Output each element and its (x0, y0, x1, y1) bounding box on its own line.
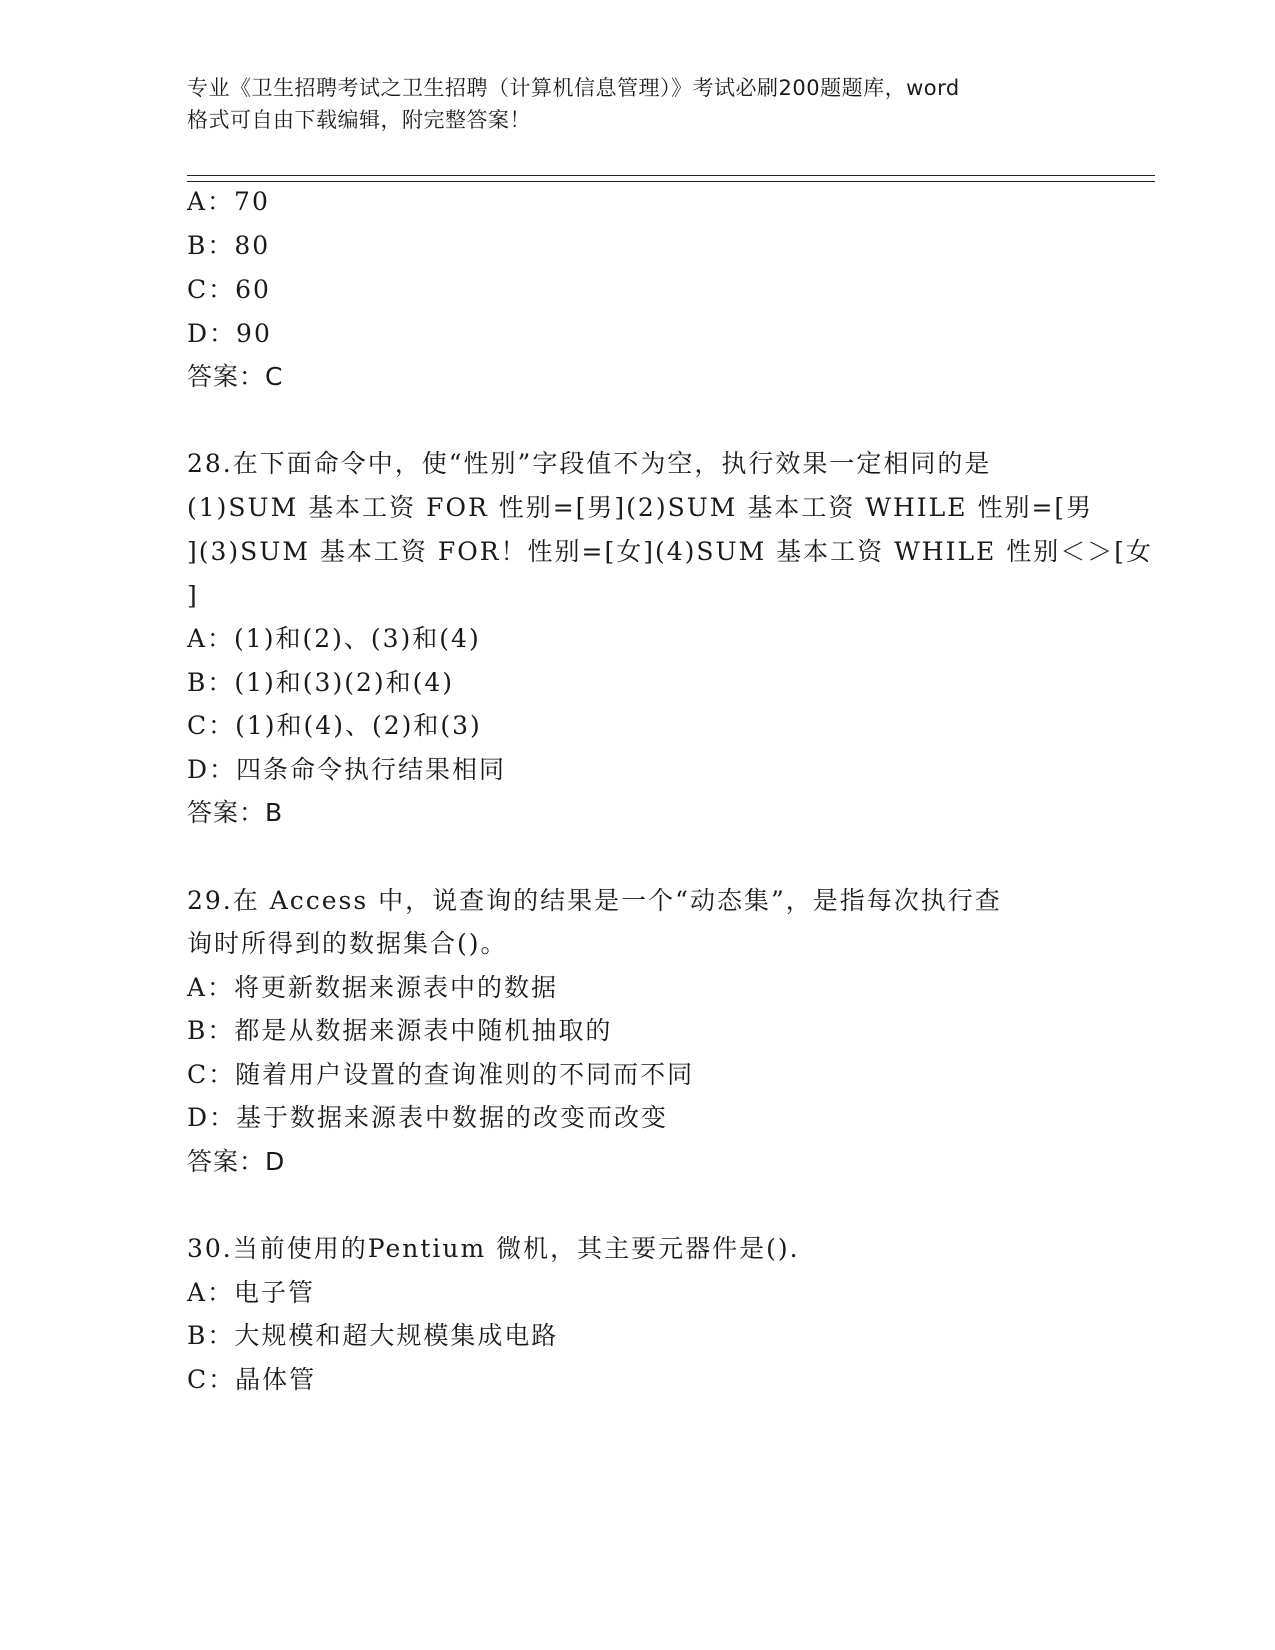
q28-stem-line-1: 28.在下面命令中，使“性别”字段值不为空，执行效果一定相同的是 (187, 449, 992, 478)
q30-option-c: C：晶体管 (187, 1365, 317, 1394)
q29-answer: 答案：D (187, 1147, 286, 1176)
q28-option-c: C：(1)和(4)、(2)和(3) (187, 711, 482, 740)
document-header (187, 72, 1087, 136)
q28-option-a: A：(1)和(2)、(3)和(4) (187, 624, 481, 653)
q29-stem-line-1: 29.在 Access 中，说查询的结果是一个“动态集”，是指每次执行查 (187, 886, 1002, 915)
q27-answer: 答案：C (187, 362, 284, 391)
q30-option-b: B：大规模和超大规模集成电路 (187, 1321, 559, 1350)
q28-stem-line-3: ](3)SUM 基本工资 FOR！性别=[女](4)SUM 基本工资 WHILE 性别＜＞[女 (187, 537, 1153, 566)
q28-option-d: D：四条命令执行结果相同 (187, 755, 507, 784)
q29-option-c: C：随着用户设置的查询准则的不同而不同 (187, 1060, 695, 1089)
q28-stem-line-2: (1)SUM 基本工资 FOR 性别=[男](2)SUM 基本工资 WHILE 性别=[男 (187, 493, 1094, 522)
q30-stem-line-1: 30.当前使用的Pentium 微机，其主要元器件是(). (187, 1234, 800, 1263)
q28-option-b: B：(1)和(3)(2)和(4) (187, 668, 455, 697)
q29-stem-line-2: 询时所得到的数据集合()。 (187, 929, 508, 958)
header-divider-top (187, 175, 1155, 176)
q30-option-a: A：电子管 (187, 1278, 316, 1307)
header-divider-bottom (187, 181, 1155, 182)
q29-option-d: D：基于数据来源表中数据的改变而改变 (187, 1103, 669, 1132)
q28-stem-line-4: ] (187, 581, 199, 610)
header-line-2: 格式可自由下载编辑，附完整答案！ (187, 108, 531, 132)
q27-option-d: D：90 (187, 319, 272, 348)
q27-option-b: B：80 (187, 231, 271, 260)
q28-answer: 答案：B (187, 798, 284, 827)
q29-option-a: A：将更新数据来源表中的数据 (187, 973, 559, 1002)
q27-option-a: A：70 (187, 187, 270, 216)
header-line-1: 专业《卫生招聘考试之卫生招聘（计算机信息管理）》考试必刷200题题库，word (187, 76, 960, 100)
q27-option-c: C：60 (187, 275, 271, 304)
q29-option-b: B：都是从数据来源表中随机抽取的 (187, 1016, 613, 1045)
